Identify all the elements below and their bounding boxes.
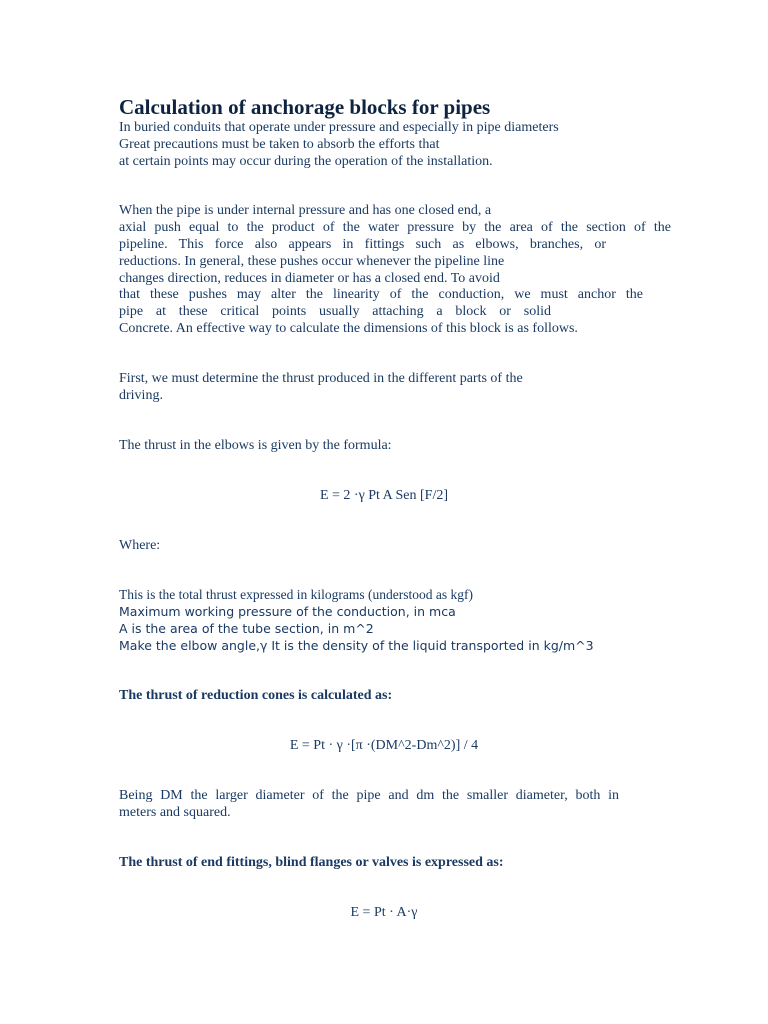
formula-end: E = Pt · A·γ [350,905,418,920]
definition-line-3: A is the area of the tube section, in m^2 [119,621,374,636]
reduction-note-line-2: meters and squared. [119,805,231,820]
formula-elbow: E = 2 ·γ Pt A Sen [F/2] [319,488,449,503]
para2-line-5: changes direction, reduces in diameter or has a closed end. To avoid [119,271,500,286]
intro-line-1: In buried conduits that operate under pressure and especially in pipe diameters [119,120,559,135]
intro-line-2: Great precautions must be taken to absorb the efforts that [119,137,440,152]
para2-line-6: that these pushes may alter the linearity of the conduction, we must anchor the [119,287,643,302]
end-fittings-heading: The thrust of end fittings, blind flanges or valves is expressed as: [119,855,504,870]
where-label: Where: [119,538,161,553]
para2-line-1: When the pipe is under internal pressure and has one closed end, a [119,203,492,218]
para2-line-4: reductions. In general, these pushes occur whenever the pipeline line [119,254,505,269]
formula-reduction: E = Pt · γ ·[π ·(DM^2-Dm^2)] / 4 [289,738,479,753]
document-title: Calculation of anchorage blocks for pipes [119,95,491,119]
para2-line-8: Concrete. An effective way to calculate the dimensions of this block is as follows. [119,321,578,336]
para2-line-3: pipeline. This force also appears in fittings such as elbows, branches, or [119,237,606,252]
definition-line-2: Maximum working pressure of the conduction, in mca [119,604,456,619]
definition-line-1: This is the total thrust expressed in kilograms (understood as kgf) [119,587,473,602]
reduction-note-line-1: Being DM the larger diameter of the pipe and dm the smaller diameter, both in [119,788,619,803]
elbow-intro: The thrust in the elbows is given by the formula: [119,438,392,453]
intro-line-3: at certain points may occur during the operation of the installation. [119,154,493,169]
reduction-heading: The thrust of reduction cones is calculated as: [119,688,393,703]
para3-line-1: First, we must determine the thrust produced in the different parts of the [119,371,523,386]
para3-line-2: driving. [119,388,163,403]
para2-line-2: axial push equal to the product of the water pressure by the area of the section of the [119,220,671,235]
para2-line-7: pipe at these critical points usually attaching a block or solid [119,304,551,319]
definition-line-4: Make the elbow angle,γ It is the density of the liquid transported in kg/m^3 [119,638,594,653]
